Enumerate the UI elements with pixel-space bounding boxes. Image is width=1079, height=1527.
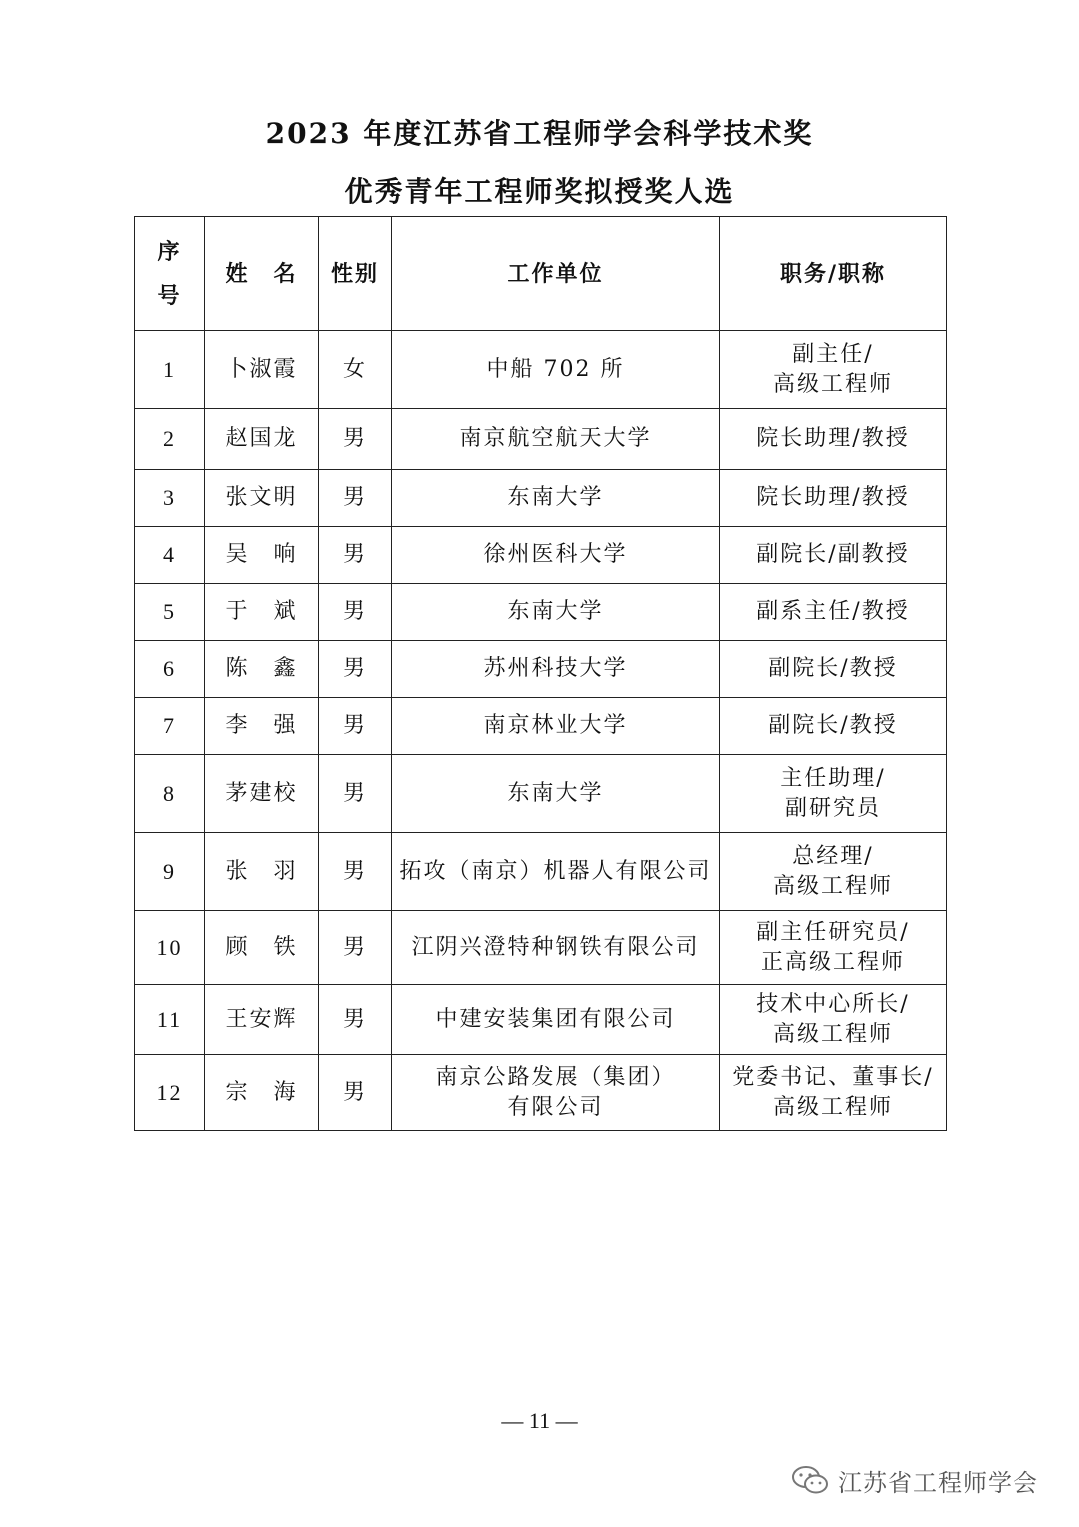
- row-no: 9: [135, 833, 205, 911]
- row-name: 顾 铁: [205, 911, 319, 985]
- row-unit: 南京林业大学: [392, 698, 720, 755]
- row-position: 主任助理/ 副研究员: [720, 755, 947, 833]
- row-name: 吴 响: [205, 527, 319, 584]
- table-header-row: [135, 217, 947, 331]
- row-position: 副院长/教授: [720, 698, 947, 755]
- table-row: [135, 833, 947, 911]
- row-no: 1: [135, 331, 205, 409]
- row-position: 副院长/副教授: [720, 527, 947, 584]
- row-gender: 男: [319, 911, 392, 985]
- row-gender: 男: [319, 698, 392, 755]
- row-no: 2: [135, 409, 205, 470]
- table-row: [135, 1055, 947, 1131]
- row-unit: 南京航空航天大学: [392, 409, 720, 470]
- candidates-table: [134, 216, 947, 1131]
- row-unit: 东南大学: [392, 584, 720, 641]
- watermark: [790, 1460, 1038, 1500]
- row-position: 技术中心所长/ 高级工程师: [720, 985, 947, 1055]
- header-name: 姓 名: [205, 217, 319, 331]
- row-gender: 男: [319, 470, 392, 527]
- row-name: 李 强: [205, 698, 319, 755]
- row-unit: 中建安装集团有限公司: [392, 985, 720, 1055]
- table-row: [135, 409, 947, 470]
- row-position: 副院长/教授: [720, 641, 947, 698]
- row-unit: 东南大学: [392, 470, 720, 527]
- row-no: 4: [135, 527, 205, 584]
- row-position: 党委书记、董事长/ 高级工程师: [720, 1055, 947, 1131]
- row-name: 宗 海: [205, 1055, 319, 1131]
- row-unit: 苏州科技大学: [392, 641, 720, 698]
- row-position: 副系主任/教授: [720, 584, 947, 641]
- row-position: 总经理/ 高级工程师: [720, 833, 947, 911]
- row-position: 副主任研究员/ 正高级工程师: [720, 911, 947, 985]
- header-gender: 性别: [319, 217, 392, 331]
- row-gender: 男: [319, 755, 392, 833]
- row-no: 12: [135, 1055, 205, 1131]
- watermark-text: 江苏省工程师学会: [838, 1468, 1038, 1497]
- row-position: 院长助理/教授: [720, 470, 947, 527]
- table-row: [135, 698, 947, 755]
- row-unit: 南京公路发展（集团） 有限公司: [392, 1055, 720, 1131]
- row-unit: 江阴兴澄特种钢铁有限公司: [392, 911, 720, 985]
- header-no: 序 号: [135, 217, 205, 331]
- header-position: 职务/职称: [720, 217, 947, 331]
- row-gender: 男: [319, 409, 392, 470]
- row-name: 茅建校: [205, 755, 319, 833]
- row-unit: 中船 702 所: [392, 331, 720, 409]
- row-no: 11: [135, 985, 205, 1055]
- table-row: [135, 470, 947, 527]
- row-position: 院长助理/教授: [720, 409, 947, 470]
- table-row: [135, 911, 947, 985]
- table-row: [135, 755, 947, 833]
- row-gender: 男: [319, 1055, 392, 1131]
- page-number: — 11 —: [501, 1408, 578, 1433]
- document-subtitle: 优秀青年工程师奖拟授奖人选: [344, 175, 735, 208]
- row-name: 张文明: [205, 470, 319, 527]
- row-no: 6: [135, 641, 205, 698]
- header-unit: 工作单位: [392, 217, 720, 331]
- row-name: 卜淑霞: [205, 331, 319, 409]
- table-row: [135, 985, 947, 1055]
- row-gender: 女: [319, 331, 392, 409]
- table-row: [135, 527, 947, 584]
- row-gender: 男: [319, 641, 392, 698]
- row-no: 5: [135, 584, 205, 641]
- row-name: 陈 鑫: [205, 641, 319, 698]
- row-no: 10: [135, 911, 205, 985]
- row-gender: 男: [319, 584, 392, 641]
- row-no: 7: [135, 698, 205, 755]
- row-no: 8: [135, 755, 205, 833]
- wechat-icon: [790, 1464, 830, 1496]
- row-unit: 东南大学: [392, 755, 720, 833]
- row-position: 副主任/ 高级工程师: [720, 331, 947, 409]
- row-name: 张 羽: [205, 833, 319, 911]
- row-no: 3: [135, 470, 205, 527]
- row-unit: 徐州医科大学: [392, 527, 720, 584]
- row-gender: 男: [319, 985, 392, 1055]
- row-name: 赵国龙: [205, 409, 319, 470]
- row-gender: 男: [319, 527, 392, 584]
- table-row: [135, 331, 947, 409]
- row-unit: 拓攻（南京）机器人有限公司: [392, 833, 720, 911]
- table-row: [135, 641, 947, 698]
- document-title: 2023 年度江苏省工程师学会科学技术奖: [265, 117, 814, 150]
- table-row: [135, 584, 947, 641]
- row-name: 王安辉: [205, 985, 319, 1055]
- row-name: 于 斌: [205, 584, 319, 641]
- row-gender: 男: [319, 833, 392, 911]
